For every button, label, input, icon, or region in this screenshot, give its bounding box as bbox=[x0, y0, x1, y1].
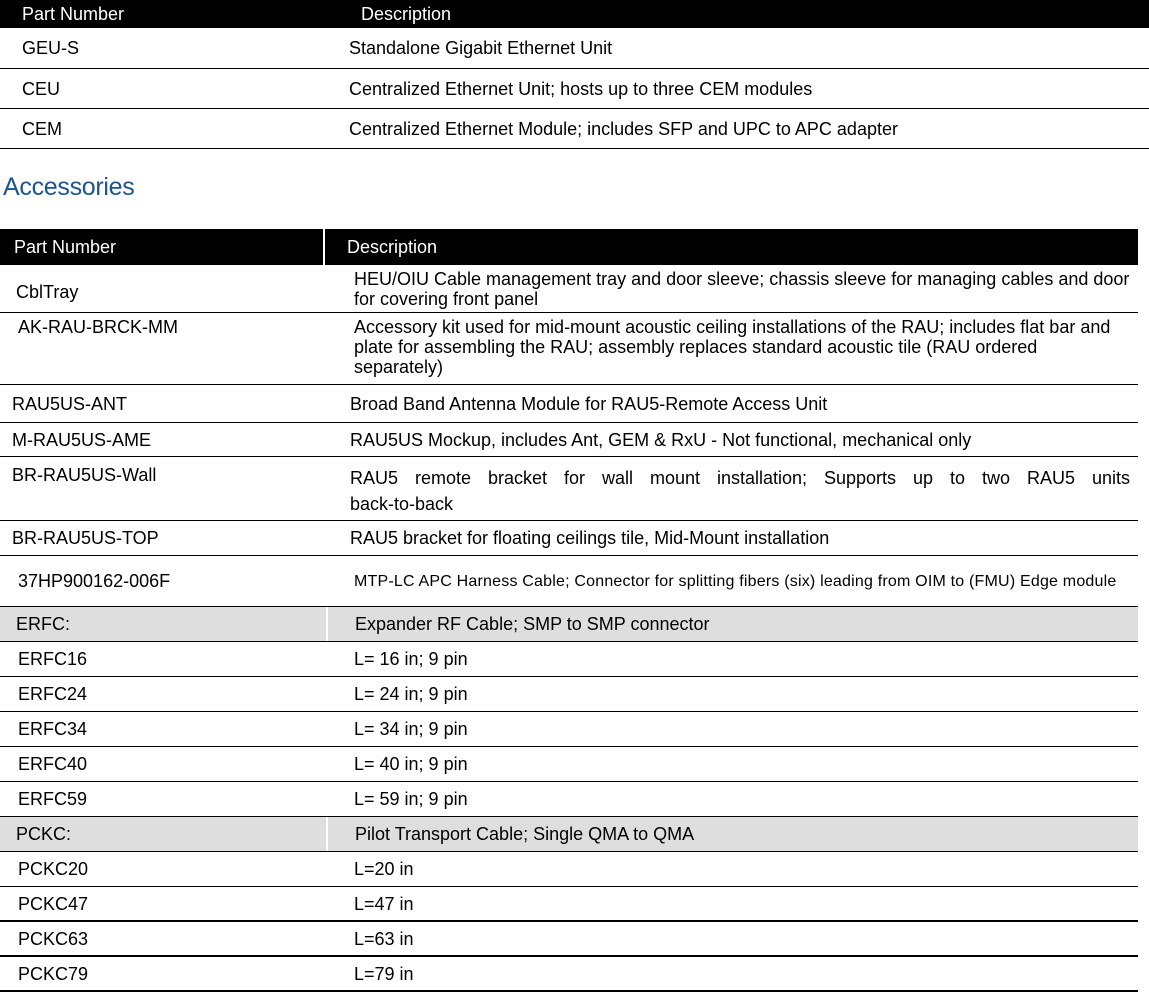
part-number-cell: CEM bbox=[22, 118, 62, 139]
part-number-cell: PCKC20 bbox=[18, 859, 89, 879]
table-row bbox=[0, 385, 1138, 423]
table-row bbox=[0, 852, 1138, 887]
table-row bbox=[0, 712, 1138, 747]
table-group-row bbox=[0, 607, 1138, 642]
description-cell: L=63 in bbox=[354, 928, 414, 949]
part-number-cell: PCKC: bbox=[0, 817, 328, 851]
description-cell: RAU5 bracket for floating ceilings tile, Mid-Mount installation bbox=[350, 528, 830, 548]
table-row bbox=[0, 957, 1138, 992]
description-cell: Pilot Transport Cable; Single QMA to QMA bbox=[355, 824, 695, 844]
description-cell: L=79 in bbox=[354, 963, 414, 984]
table-row bbox=[0, 457, 1138, 521]
table-row bbox=[0, 521, 1138, 556]
description-cell: L= 16 in; 9 pin bbox=[354, 649, 468, 669]
table-header bbox=[0, 229, 1138, 265]
table-row bbox=[0, 642, 1138, 677]
table-row bbox=[0, 265, 1138, 313]
description-cell: Centralized Ethernet Module; includes SFP and UPC to APC adapter bbox=[349, 118, 898, 139]
table-row bbox=[0, 109, 1149, 149]
description-line: back-to-back bbox=[350, 494, 454, 514]
description-cell: Centralized Ethernet Unit; hosts up to three CEM modules bbox=[349, 78, 813, 99]
part-number-cell: PCKC47 bbox=[18, 893, 89, 914]
description-cell: L= 24 in; 9 pin bbox=[354, 684, 468, 704]
section-title-accessories: Accessories bbox=[3, 173, 135, 201]
description-cell: L=20 in bbox=[354, 859, 414, 879]
description-cell: MTP-LC APC Harness Cable; Connector for splitting fibers (six) leading from OIM to (FMU) Edge module bbox=[354, 572, 1117, 590]
part-number-cell: GEU-S bbox=[22, 38, 80, 58]
table-row bbox=[0, 69, 1149, 109]
header-part-number: Part Number bbox=[22, 4, 125, 24]
part-number-cell: ERFC16 bbox=[18, 649, 88, 669]
table-header bbox=[0, 0, 1149, 28]
table-row bbox=[0, 313, 1138, 385]
table-row bbox=[0, 28, 1149, 69]
description-line: RAU5 remote bracket for wall mount installation; Supports up to two RAU5 units bbox=[350, 468, 1130, 488]
header-part-number: Part Number bbox=[0, 229, 325, 265]
description-cell: HEU/OIU Cable management tray and door sleeve; chassis sleeve for managing cables and door for covering front panel bbox=[354, 268, 1130, 309]
header-description: Description bbox=[347, 237, 438, 257]
part-number-cell: AK-RAU-BRCK-MM bbox=[18, 317, 178, 337]
part-number-cell: M-RAU5US-AME bbox=[12, 429, 152, 450]
part-number-cell: ERFC: bbox=[0, 607, 328, 641]
description-cell: Accessory kit used for mid-mount acoustic ceiling installations of the RAU; includes flat bar and plate for assembling the RAU; assembly replaces standard acoustic tile (RAU ordered separately) bbox=[354, 317, 1111, 377]
table-group-row bbox=[0, 817, 1138, 852]
part-number-cell: CblTray bbox=[16, 281, 79, 302]
table-row bbox=[0, 922, 1138, 957]
table-row bbox=[0, 677, 1138, 712]
table-row bbox=[0, 423, 1138, 457]
part-number-cell: PCKC79 bbox=[18, 963, 89, 984]
part-number-cell: BR-RAU5US-Wall bbox=[12, 465, 157, 485]
header-description: Description bbox=[361, 4, 452, 24]
description-cell: L= 34 in; 9 pin bbox=[354, 719, 468, 739]
part-number-cell: ERFC59 bbox=[18, 789, 88, 809]
description-cell bbox=[350, 457, 1138, 517]
part-number-cell: RAU5US-ANT bbox=[12, 393, 128, 414]
description-cell: Expander RF Cable; SMP to SMP connector bbox=[355, 614, 710, 634]
description-cell: Broad Band Antenna Module for RAU5-Remote Access Unit bbox=[350, 393, 828, 414]
table-row bbox=[0, 556, 1138, 607]
part-number-cell: BR-RAU5US-TOP bbox=[12, 528, 159, 548]
table-row bbox=[0, 782, 1138, 817]
part-number-cell: ERFC40 bbox=[18, 754, 88, 774]
part-number-cell: ERFC24 bbox=[18, 684, 88, 704]
description-cell: L= 59 in; 9 pin bbox=[354, 789, 468, 809]
part-number-cell: 37HP900162-006F bbox=[18, 571, 171, 591]
description-cell: L=47 in bbox=[354, 893, 414, 914]
description-cell: L= 40 in; 9 pin bbox=[354, 754, 468, 774]
part-number-cell: ERFC34 bbox=[18, 719, 88, 739]
table-row bbox=[0, 747, 1138, 782]
part-number-cell: PCKC63 bbox=[18, 928, 89, 949]
table-row bbox=[0, 887, 1138, 922]
description-cell: RAU5US Mockup, includes Ant, GEM & RxU - Not functional, mechanical only bbox=[350, 429, 972, 450]
part-number-cell: CEU bbox=[22, 78, 61, 99]
description-cell: Standalone Gigabit Ethernet Unit bbox=[349, 38, 613, 58]
